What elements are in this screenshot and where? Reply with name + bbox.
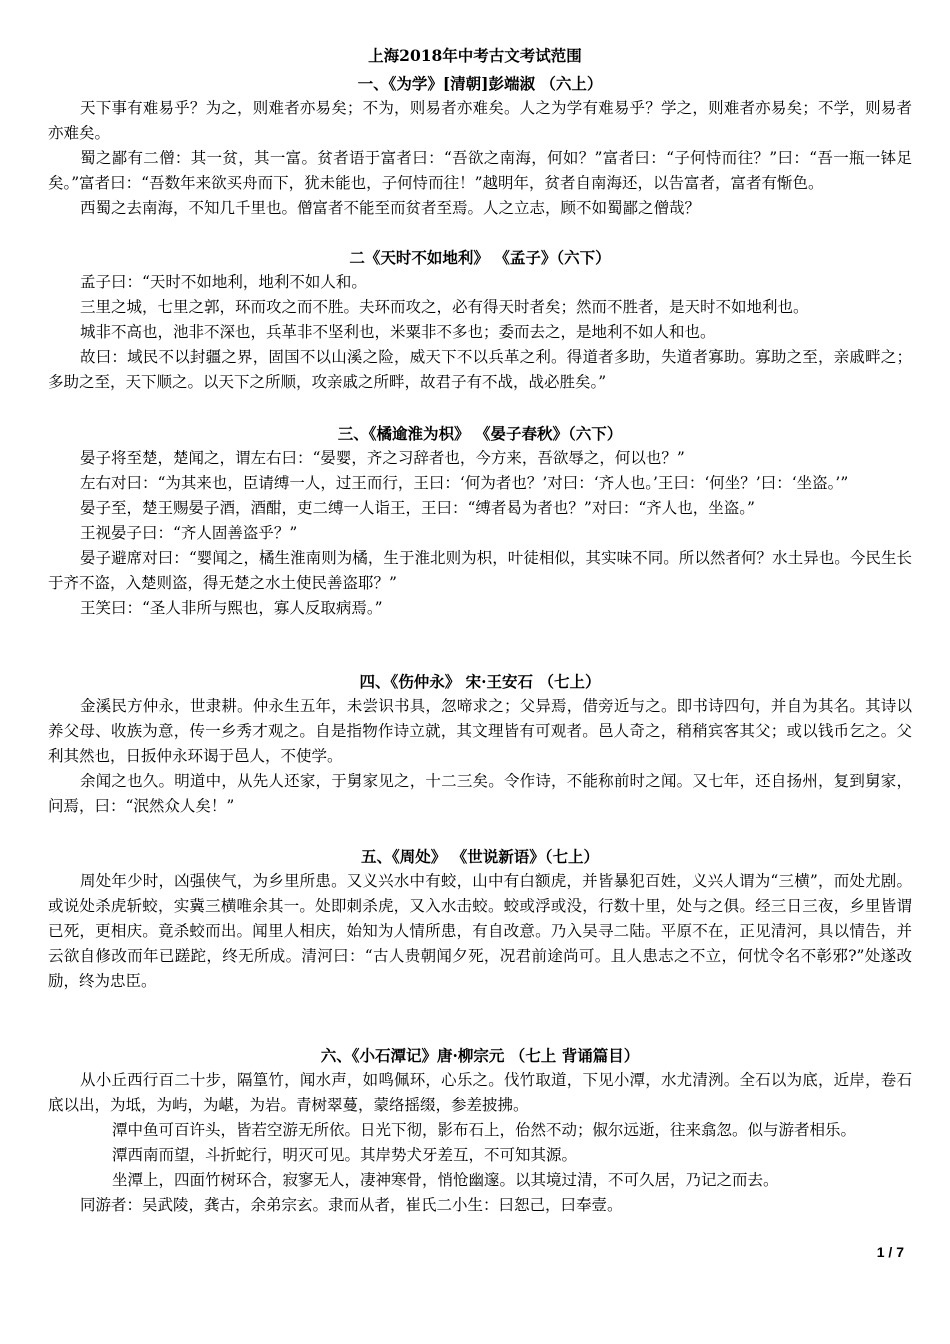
paragraph: 左右对曰：“为其来也，臣请缚一人，过王而行，王曰：‘何为者也？’对曰：‘齐人也。’王曰：‘何坐？’曰：‘坐盗。’” [80,474,849,492]
paragraph: 同游者：吴武陵，龚古，余弟宗玄。隶而从者，崔氏二小生：曰恕己，曰奉壹。 [80,1196,623,1214]
paragraph: 从小丘西行百二十步，隔篁竹，闻水声，如鸣佩环，心乐之。伐竹取道，下见小潭，水尤清洌。全石以为底，近岸，卷石底以出，为坻，为屿，为嵁，为岩。青树翠蔓，蒙络摇缀，参差披拂。 [48,1071,912,1114]
paragraph: 晏子至，楚王赐晏子酒，酒酣，吏二缚一人诣王，王曰：“缚者曷为者也？”对曰：“齐人也，坐盗。” [80,499,755,517]
section-heading: 一、《为学》[清朝]彭端淑 （六上） [357,74,603,93]
paragraph: 余闻之也久。明道中，从先人还家，于舅家见之，十二三矣。令作诗，不能称前时之闻。又七年，还自扬州，复到舅家，问焉，曰：“泯然众人矣！” [48,772,912,815]
section-xiao-shi-tan-ji [48,1043,912,1218]
paragraph: 城非不高也，池非不深也，兵革非不坚利也，米粟非不多也；委而去之，是地利不如人和也。 [80,323,716,341]
paragraph: 故曰：域民不以封疆之界，固国不以山溪之险，威天下不以兵革之利。得道者多助，失道者寡助。寡助之至，亲戚畔之；多助之至，天下顺之。以天下之所顺，攻亲戚之所畔，故君子有不战，战必胜矣。” [48,348,912,391]
paragraph: 晏子将至楚，楚闻之，谓左右曰：“晏婴，齐之习辞者也，今方来，吾欲辱之，何以也？” [80,449,685,467]
paragraph: 三里之城，七里之郭，环而攻之而不胜。夫环而攻之，必有得天时者矣；然而不胜者，是天时不如地利也。 [80,298,809,316]
document-title: 上海2018年中考古文考试范围 [368,46,582,65]
paragraph: 西蜀之去南海，不知几千里也。僧富者不能至而贫者至焉。人之立志，顾不如蜀鄙之僧哉？ [80,199,701,217]
paragraph: 王笑曰：“圣人非所与熙也，寡人反取病焉。” [80,599,383,617]
section-heading: 四、《伤仲永》 宋·王安石 （七上） [359,672,601,691]
paragraph: 潭西南而望，斗折蛇行，明灭可见。其岸势犬牙差互，不可知其源。 [112,1146,578,1164]
section-ju-yu-huai [48,421,912,621]
section-zhou-chu [48,844,912,994]
paragraph: 蜀之鄙有二僧：其一贫，其一富。贫者语于富者曰：“吾欲之南海，何如？”富者曰：“子何恃而往？”曰：“吾一瓶一钵足矣。”富者曰：“吾数年来欲买舟而下，犹未能也，子何恃而往！”越明年，贫者自南海还，以告富者，富者有惭色。 [48,149,912,192]
paragraph: 天下事有难易乎？为之，则难者亦易矣；不为，则易者亦难矣。人之为学有难易乎？学之，则难者亦易矣；不学，则易者亦难矣。 [48,99,912,142]
paragraph: 孟子曰：“天时不如地利，地利不如人和。 [80,273,367,291]
section-tian-shi [48,245,912,395]
paragraph: 潭中鱼可百许头，皆若空游无所依。日光下彻，影布石上，佁然不动；俶尔远逝，往来翕忽。似与游者相乐。 [112,1121,857,1139]
section-shang-zhong-yong [48,669,912,819]
paragraph: 坐潭上，四面竹树环合，寂寥无人，凄神寒骨，悄怆幽邃。以其境过清，不可久居，乃记之而去。 [112,1171,779,1189]
section-heading: 五、《周处》 《世说新语》（七上） [361,847,599,866]
section-heading: 二《天时不如地利》 《孟子》（六下） [349,248,611,267]
section-heading: 三、《橘逾淮为枳》 《晏子春秋》（六下） [337,424,623,443]
section-heading: 六、《小石潭记》唐·柳宗元 （七上 背诵篇目） [320,1046,640,1065]
section-wei-xue [48,71,912,221]
page-number: 1 / 7 [876,1244,904,1260]
paragraph: 金溪民方仲永，世隶耕。仲永生五年，未尝识书具，忽啼求之；父异焉，借旁近与之。即书诗四句，并自为其名。其诗以养父母、收族为意，传一乡秀才观之。自是指物作诗立就，其文理皆有可观者。邑人奇之，稍稍宾客其父；或以钱币乞之。父利其然也，日扳仲永环谒于邑人，不使学。 [48,697,912,765]
paragraph: 周处年少时，凶强侠气，为乡里所患。又义兴水中有蛟，山中有白额虎，并皆暴犯百姓，义兴人谓为“三横”，而处尤剧。或说处杀虎斩蛟，实冀三横唯余其一。处即刺杀虎，又入水击蛟。蛟或浮或没，行数十里，处与之俱。经三日三夜，乡里皆谓已死，更相庆。竟杀蛟而出。闻里人相庆，始知为人情所患，有自改意。乃入吴寻二陆。平原不在，正见清河，具以情告，并云欲自修改而年已蹉跎，终无所成。清河曰：“古人贵朝闻夕死，况君前途尚可。且人患志之不立，何忧令名不彰邪?”处遂改励，终为忠臣。 [48,872,912,990]
paragraph: 晏子避席对曰：“婴闻之，橘生淮南则为橘，生于淮北则为枳，叶徒相似，其实味不同。所以然者何？水土异也。今民生长于齐不盗，入楚则盗，得无楚之水土使民善盗耶？” [48,549,912,592]
paragraph: 王视晏子曰：“齐人固善盗乎？” [80,524,298,542]
